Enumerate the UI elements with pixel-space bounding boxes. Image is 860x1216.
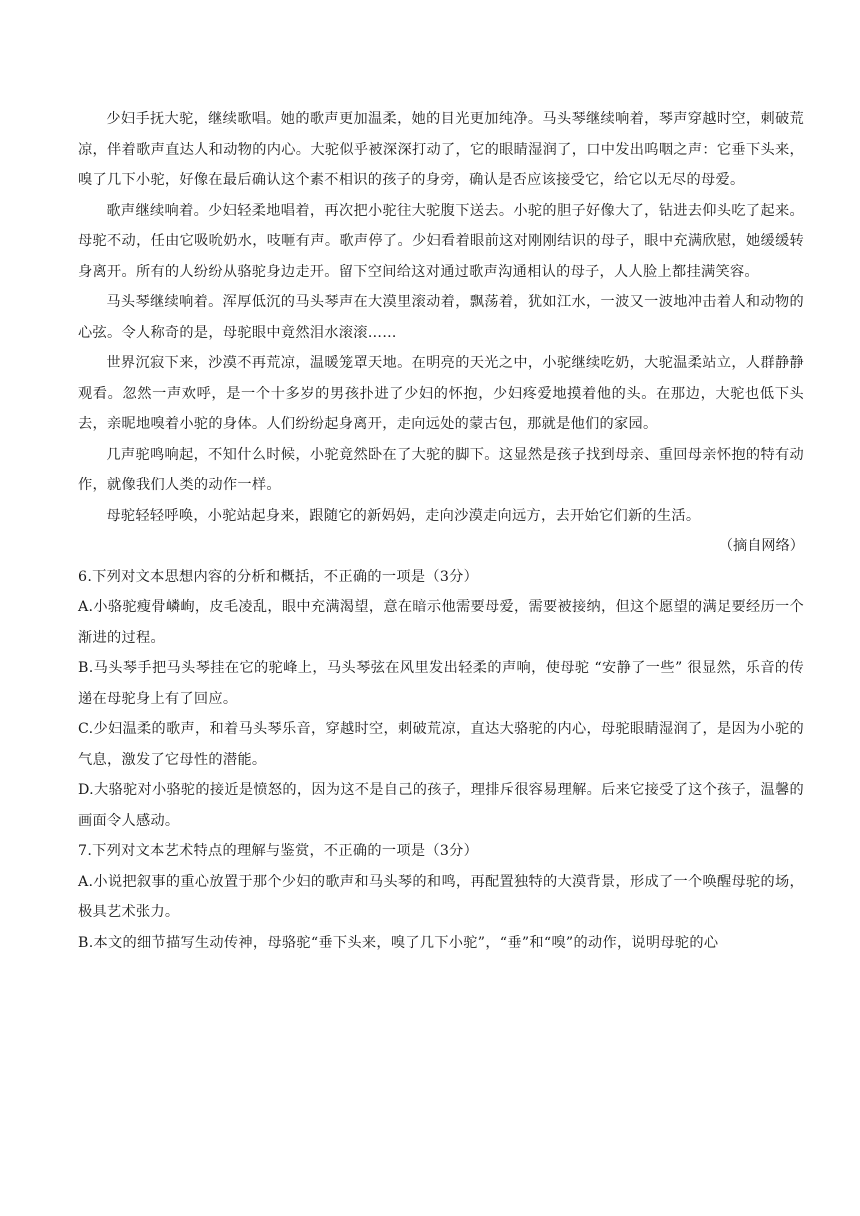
passage-paragraph-4: 世界沉寂下来，沙漠不再荒凉，温暖笼罩天地。在明亮的天光之中，小驼继续吃奶，大驼温柔站立，人群静静观看。忽然一声欢呼，是一个十多岁的男孩扑进了少妇的怀抱，少妇疼爱地摸着他的头。在那边，大驼也低下头去，亲昵地嗅着小驼的身体。人们纷纷起身离开，走向远处的蒙古包，那就是他们的家园。 <box>78 355 804 432</box>
passage-paragraph-5: 几声驼鸣响起，不知什么时候，小驼竟然卧在了大驼的脚下。这显然是孩子找到母亲、重回母亲怀抱的特有动作，就像我们人类的动作一样。 <box>78 446 804 493</box>
question-option-a: A.小说把叙事的重心放置于那个少妇的歌声和马头琴的和鸣，再配置独特的大漠背景，形成了一个唤醒母驼的场，极具艺术张力。 <box>78 873 804 920</box>
question-stem: 7.下列对文本艺术特点的理解与鉴赏，不正确的一项是（3分） <box>78 843 479 859</box>
document-page <box>78 104 804 958</box>
passage-paragraph-1: 少妇手抚大驼，继续歌唱。她的歌声更加温柔，她的目光更加纯净。马头琴继续响着，琴声穿越时空，刺破荒凉，伴着歌声直达人和动物的内心。大驼似乎被深深打动了，它的眼睛湿润了，口中发出呜咽之声：它垂下头来，嗅了几下小驼，好像在最后确认这个素不相识的孩子的身旁，确认是否应该接受它，给它以无尽的母爱。 <box>78 111 804 188</box>
passage-paragraph-6: 母驼轻轻呼唤，小驼站起身来，跟随它的新妈妈，走向沙漠走向远方，去开始它们新的生活。 <box>106 507 701 524</box>
question-option-d: D.大骆驼对小骆驼的接近是愤怒的，因为这不是自己的孩子，理排斥很容易理解。后来它接受了这个孩子，温馨的画面令人感动。 <box>78 782 804 829</box>
question-7 <box>78 836 804 958</box>
question-option-b: B.马头琴手把马头琴挂在它的驼峰上，马头琴弦在风里发出轻柔的声响，使母驼 “安静了一些” 很显然，乐音的传递在母驼身上有了回应。 <box>78 660 804 707</box>
question-option-b: B.本文的细节描写生动传神，母骆驼“垂下头来，嗅了几下小驼”，“垂”和“嗅”的动作，说明母驼的心 <box>78 934 719 951</box>
passage-source: （摘自网络） <box>718 538 804 554</box>
question-option-a: A.小骆驼瘦骨嶙峋，皮毛凌乱，眼中充满渴望，意在暗示他需要母爱，需要被接纳，但这个愿望的满足要经历一个渐进的过程。 <box>78 599 804 646</box>
question-option-c: C.少妇温柔的歌声，和着马头琴乐音，穿越时空，刺破荒凉，直达大骆驼的内心，母驼眼睛湿润了，是因为小驼的气息，激发了它母性的潜能。 <box>78 721 804 768</box>
question-stem: 6.下列对文本思想内容的分析和概括，不正确的一项是（3分） <box>78 568 479 585</box>
question-6 <box>78 562 804 837</box>
passage-paragraph-3: 马头琴继续响着。浑厚低沉的马头琴声在大漠里滚动着，飘荡着，犹如江水，一波又一波地冲击着人和动物的心弦。令人称奇的是，母驼眼中竟然泪水滚滚…… <box>78 294 804 341</box>
passage-paragraph-2: 歌声继续响着。少妇轻柔地唱着，再次把小驼往大驼腹下送去。小驼的胆子好像大了，钻进去仰头吃了起来。母驼不动，任由它吸吮奶水，吱咂有声。歌声停了。少妇看着眼前这对刚刚结识的母子，眼中充满欣慰，她缓缓转身离开。所有的人纷纷从骆驼身边走开。留下空间给这对通过歌声沟通相认的母子，人人脸上都挂满笑容。 <box>78 202 804 280</box>
